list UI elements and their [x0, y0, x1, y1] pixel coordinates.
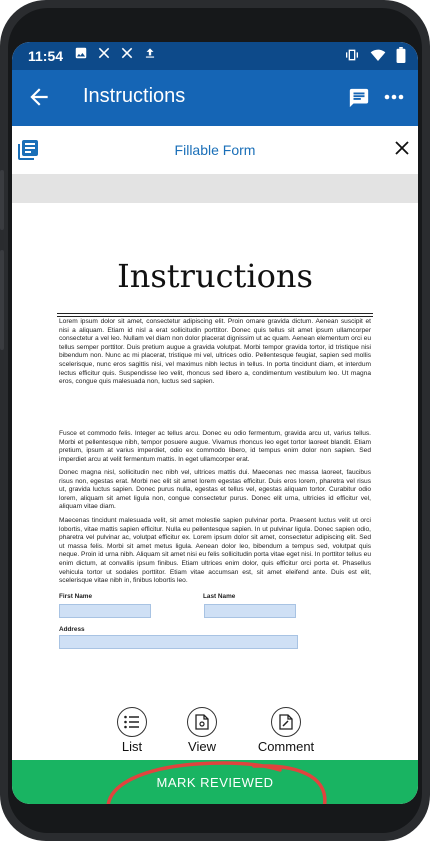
- system-icons: [344, 47, 406, 63]
- comment-icon: [279, 714, 293, 730]
- form-type-label: Fillable Form: [174, 142, 256, 158]
- battery-icon: [396, 47, 406, 63]
- address-field[interactable]: [59, 635, 298, 649]
- document-paragraph: Fusce et commodo felis. Integer ac tellus arcu. Donec eu odio fermentum, gravida arcu ut, varius tellus. Morbi et pellentesque nibh, tempor posuere augue. Vivamus rhoncus leo eget tortor laoreet blandit. Etiam pretium, ipsum at varius imperdiet, odio ex commodo libero, id tempus enim dolor non sapien. Sed imperdiet arcu at velit fermentum mattis. In eget ullamcorper erat.: [59, 430, 371, 463]
- last-name-field[interactable]: [204, 604, 296, 618]
- mark-reviewed-button[interactable]: MARK REVIEWED: [12, 760, 418, 804]
- status-time: 11:54: [28, 48, 64, 64]
- tab-view-label: View: [188, 739, 216, 754]
- title-rule: [57, 316, 373, 317]
- document-paragraph: Donec magna nisl, sollicitudin nec nibh vel, ultrices mattis dui. Maecenas nec massa laoreet, faucibus risus non, egestas erat. Morbi nec elit sit amet lorem egestas efficitur. Duis eros lorem, pharetra vel risus ut, gravida luctus sapien. Donec purus nulla, egestas et tellus vel, egestas aliquam tortor. Curabitur odio lorem, aliquam sit amet ligula non, congue consectetur purus. Donec elit urna, ultricies id efficitur vel, aliquam vitae diam.: [59, 469, 371, 511]
- notification-icons: [74, 46, 157, 60]
- vibrate-icon: [344, 47, 360, 63]
- power-button: [0, 250, 4, 350]
- document-paragraph: Maecenas tincidunt malesuada velit, sit amet molestie sapien pulvinar porta. Praesent luctus velit ut orci lobortis, vitae mattis sapien efficitur. Nulla eu pellentesque sapien. In ut pulvinar ligula. Donec sapien odio, pharetra vel pulvinar ac, volutpat efficitur ex. Lorem ipsum dolor sit amet, consectetur adipiscing elit. Sed ut massa felis. Morbi sit amet metus ligula. Aenean dolor leo, bibendum a tempus sed, volutpat quis neque. Proin id urna nibh. Aliquam sit amet nisi eu felis sollicitudin porta vitae eget nisi. In porttitor tellus eu enim dictum, at convallis ipsum finibus. Etiam ultrices enim dolor, quis efficitur orci porta et. Phasellus vehicula tortor ut sodales porttitor. Etiam vitae accumsan est, sit amet eleifend ante. Duis est elit, scelerisque vitae nibh in, finibus lobortis leo.: [59, 517, 371, 585]
- tab-list-label: List: [121, 739, 143, 754]
- image-icon: [74, 46, 88, 60]
- chat-icon[interactable]: [348, 87, 370, 109]
- more-options-icon[interactable]: [384, 94, 404, 100]
- document-toolbar-band: [12, 174, 418, 203]
- missed-call-icon: [97, 46, 111, 60]
- list-icon: [124, 715, 140, 729]
- tab-comment-label: Comment: [257, 739, 315, 754]
- document-paragraph: Lorem ipsum dolor sit amet, consectetur adipiscing elit. Proin ornare gravida dictum. Aenean suscipit et nisi a aliquam. Etiam id nisl a erat sollicitudin porttitor. Donec quis tellus sit amet ipsum ullamcorper consectetur a vel leo. Nullam vel diam non dolor placerat dignissim ut ac quam. Aenean elementum orci eu tellus semper porttitor. Duis pretium augue a gravida volutpat. Morbi tempor gravida tortor, id tristique nisi bibendum non. Nunc ac mi placerat, tristique mi vel, ultrices odio. Pellentesque feugiat, sapien sed mollis scelerisque, nunc eros sagittis nisi, vel maximus nibh lectus in tellus. In porta tincidunt diam, et interdum lectus efficitur quis. Suspendisse leo velit, rhoncus sed libero a, condimentum vestibulum leo. Ut magna eros, congue quis malesuada non, luctus sed sapien.: [59, 318, 371, 386]
- tab-comment[interactable]: [256, 707, 316, 754]
- first-name-field[interactable]: [59, 604, 151, 618]
- document-page: [12, 203, 418, 703]
- close-icon[interactable]: [394, 140, 410, 156]
- status-bar: [12, 42, 418, 70]
- app-bar-title: Instructions: [83, 85, 186, 107]
- back-arrow-icon[interactable]: [26, 84, 52, 110]
- screen: [12, 42, 418, 804]
- last-name-label: Last Name: [203, 593, 236, 600]
- wifi-icon: [370, 47, 386, 63]
- first-name-label: First Name: [59, 593, 93, 600]
- volume-button: [0, 170, 4, 230]
- upload-icon: [143, 46, 157, 60]
- address-label: Address: [59, 626, 85, 633]
- bottom-tab-bar: [12, 703, 418, 760]
- title-rule: [57, 313, 373, 314]
- missed-call-icon: [120, 46, 134, 60]
- view-document-icon: [195, 714, 209, 730]
- document-title: Instructions: [117, 257, 313, 295]
- tab-list[interactable]: [102, 707, 162, 754]
- app-bar: [12, 70, 418, 126]
- form-header: [12, 126, 418, 174]
- tab-view[interactable]: [172, 707, 232, 754]
